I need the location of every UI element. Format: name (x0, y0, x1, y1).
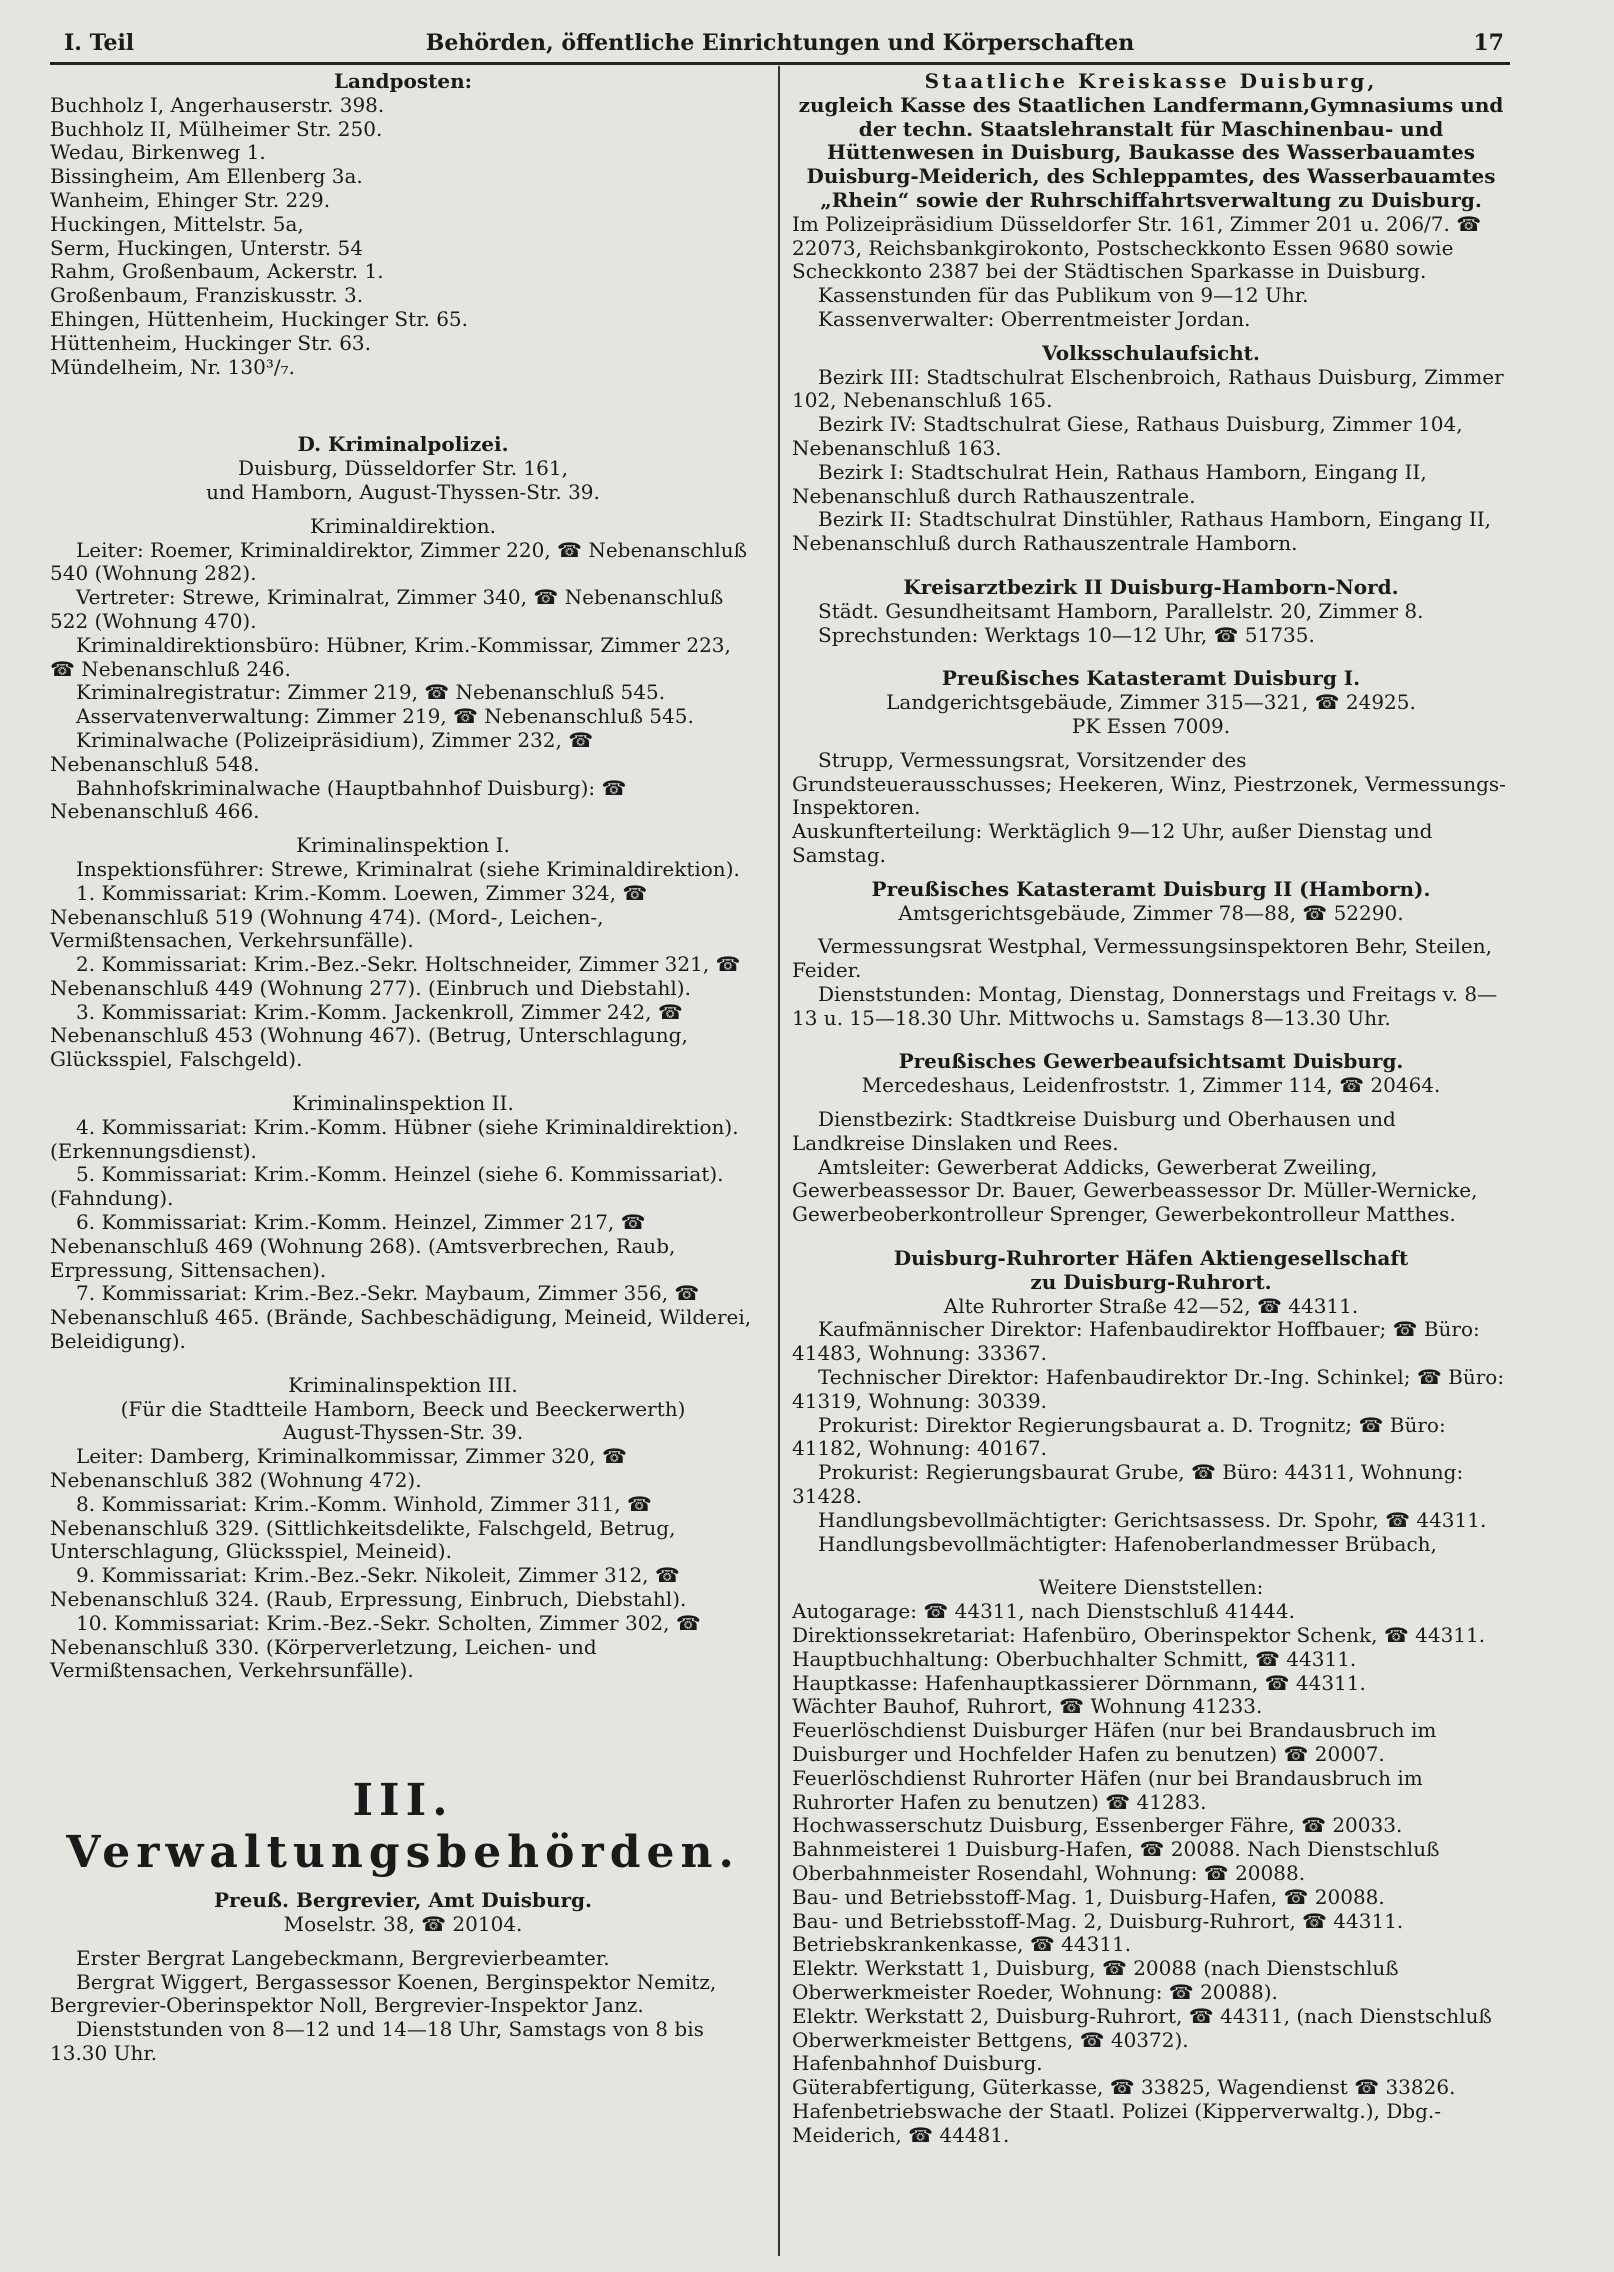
list-item: Buchholz I, Angerhauserstr. 398. (50, 92, 385, 117)
list-item: Städt. Gesundheitsamt Hamborn, Parallelstr. 20, Zimmer 8. (818, 598, 1424, 623)
inspektion3-scope: (Für die Stadtteile Hamborn, Beeck und Beeckerwerth) (120, 1396, 686, 1421)
list-item: Ehingen, Hüttenheim, Huckinger Str. 65. (50, 306, 468, 331)
list-item: Dienstbezirk: Stadtkreise Duisburg und Oberhausen und Landkreise Dinslaken und Rees. (792, 1107, 1403, 1155)
list-item: Wanheim, Ehinger Str. 229. (50, 187, 331, 212)
list-item: 4. Kommissariat: Krim.-Komm. Hübner (siehe Kriminaldirektion). (Erkennungsdienst). (50, 1114, 745, 1163)
list-item: Serm, Huckingen, Unterstr. 54 (50, 235, 363, 260)
list-item: Bau- und Betriebsstoff-Mag. 1, Duisburg-Hafen, ☎ 20088. (792, 1884, 1385, 1909)
list-item: 5. Kommissariat: Krim.-Komm. Heinzel (siehe 6. Kommissariat). (Fahndung). (50, 1162, 730, 1211)
list-item: Elektr. Werkstatt 2, Duisburg-Ruhrort, ☎ 44311, (nach Dienstschluß Oberwerkmeister Bettgens, ☎ 40372). (792, 2003, 1499, 2052)
kataster2-heading: Preußisches Katasteramt Duisburg II (Hamborn). (871, 876, 1431, 901)
bergrevier-address: Moselstr. 38, ☎ 20104. (283, 1912, 523, 1936)
list-item: Hüttenheim, Huckinger Str. 63. (50, 330, 372, 355)
list-item: Kriminaldirektionsbüro: Hübner, Krim.-Kommissar, Zimmer 223, ☎ Nebenanschluß 246. (50, 632, 738, 681)
list-item: Leiter: Damberg, Kriminalkommissar, Zimmer 320, ☎ Nebenanschluß 382 (Wohnung 472). (50, 1444, 634, 1493)
list-item: Kriminalregistratur: Zimmer 219, ☎ Nebenanschluß 545. (76, 680, 666, 705)
list-item: Bezirk IV: Stadtschulrat Giese, Rathaus Duisburg, Zimmer 104, Nebenanschluß 163. (792, 412, 1469, 460)
page-number: 17 (1473, 30, 1504, 56)
list-item: Handlungsbevollmächtigter: Hafenoberlandmesser Brübach, (818, 1531, 1437, 1556)
kripo-heading: D. Kriminalpolizei. (297, 432, 509, 457)
list-item: Asservatenverwaltung: Zimmer 219, ☎ Nebenanschluß 545. (76, 704, 694, 729)
list-item: Feuerlöschdienst Ruhrorter Häfen (nur bei Brandausbruch im Ruhrorter Hafen zu benutzen) ☎ 41283. (792, 1765, 1430, 1814)
list-item: Hauptbuchhaltung: Oberbuchhalter Schmitt, ☎ 44311. (792, 1646, 1357, 1671)
list-item: Güterabfertigung, Güterkasse, ☎ 33825, Wagendienst ☎ 33826. (792, 2075, 1456, 2100)
haefen-heading-location: zu Duisburg-Ruhrort. (1030, 1269, 1272, 1294)
list-item: Dienststunden von 8—12 und 14—18 Uhr, Samstags von 8 bis 13.30 Uhr. (50, 2017, 711, 2065)
list-item: Im Polizeipräsidium Düsseldorfer Str. 161, Zimmer 201 u. 206/7. ☎ 22073, Reichsbankgirokonto, Postscheckkonto Essen 9680 sowie Scheckkonto 2387 bei der Städtischen Sparkasse in Duisburg. (792, 211, 1488, 284)
list-item: Autogarage: ☎ 44311, nach Dienstschluß 41444. (792, 1599, 1295, 1624)
header-title: Behörden, öffentliche Einrichtungen und Körperschaften (425, 30, 1135, 56)
list-item: Wedau, Birkenweg 1. (50, 140, 266, 165)
kataster1-address: Landgerichtsgebäude, Zimmer 315—321, ☎ 24925. (886, 690, 1416, 715)
list-item: Mündelheim, Nr. 130³/₇. (50, 354, 295, 379)
list-item: Prokurist: Regierungsbaurat Grube, ☎ Büro: 44311, Wohnung: 31428. (792, 1460, 1470, 1509)
list-item: 2. Kommissariat: Krim.-Bez.-Sekr. Holtschneider, Zimmer 321, ☎ Nebenanschluß 449 (Wohnung 277). (Einbruch und Diebstahl). (50, 952, 747, 1000)
kreiskasse-heading: Staatliche Kreiskasse Duisburg, (924, 69, 1378, 93)
haefen-address: Alte Ruhrorter Straße 42—52, ☎ 44311. (943, 1293, 1359, 1318)
list-item: Hafenbahnhof Duisburg. (792, 2051, 1043, 2076)
kreiskasse-subtitle: zugleich Kasse des Staatlichen Landfermann,Gymnasiums und der techn. Staatslehranstalt für Maschinenbau- und Hüttenwesen in Duisburg, Baukasse des Wasserbauamtes Duisburg-Meiderich, des Schleppamtes, des Wasserbauamtes „Rhein“ sowie der Ruhrschiffahrtsverwaltung zu Duisburg. (798, 92, 1511, 212)
list-item: 10. Kommissariat: Krim.-Bez.-Sekr. Scholten, Zimmer 302, ☎ Nebenanschluß 330. (Körperverletzung, Leichen- und Vermißtensachen, Verkehrsunfälle). (50, 1610, 708, 1683)
list-item: Großenbaum, Franziskusstr. 3. (50, 283, 364, 308)
list-item: Wächter Bauhof, Ruhrort, ☎ Wohnung 41233. (792, 1694, 1263, 1719)
list-item: Bergrat Wiggert, Bergassessor Koenen, Berginspektor Nemitz, Bergrevier-Oberinspektor Noll, Bergrevier-Inspektor Janz. (50, 1969, 723, 2018)
list-item: 1. Kommissariat: Krim.-Komm. Loewen, Zimmer 324, ☎ Nebenanschluß 519 (Wohnung 474). (Mord-, Leichen-, Vermißtensachen, Verkehrsunfälle). (50, 880, 654, 953)
list-item: Bezirk I: Stadtschulrat Hein, Rathaus Hamborn, Eingang II, Nebenanschluß durch Rathauszentrale. (792, 459, 1434, 508)
list-item: Buchholz II, Mülheimer Str. 250. (50, 116, 383, 141)
list-item: Feuerlöschdienst Duisburger Häfen (nur bei Brandausbruch im Duisburger und Hochfelder Hafen zu benutzen) ☎ 20007. (792, 1718, 1443, 1766)
kreisarzt-heading: Kreisarztbezirk II Duisburg-Hamborn-Nord. (903, 574, 1399, 599)
gewerbe-heading: Preußisches Gewerbeaufsichtsamt Duisburg. (898, 1049, 1404, 1074)
inspektion3-address: August-Thyssen-Str. 39. (282, 1420, 524, 1445)
bergrevier-heading: Preuß. Bergrevier, Amt Duisburg. (214, 1888, 592, 1913)
inspektion3-heading: Kriminalinspektion III. (288, 1372, 518, 1397)
list-item: Leiter: Roemer, Kriminaldirektor, Zimmer 220, ☎ Nebenanschluß 540 (Wohnung 282). (50, 537, 754, 586)
left-column (50, 70, 756, 2066)
list-item: Technischer Direktor: Hafenbaudirektor Dr.-Ing. Schinkel; ☎ Büro: 41319, Wohnung: 30339. (792, 1365, 1511, 1413)
list-item: Kassenverwalter: Oberrentmeister Jordan. (818, 306, 1251, 331)
list-item: Rahm, Großenbaum, Ackerstr. 1. (50, 259, 384, 284)
list-item: Dienststunden: Montag, Dienstag, Donnerstags und Freitags v. 8—13 u. 15—18.30 Uhr. Mittwochs u. Samstags 8—13.30 Uhr. (792, 981, 1498, 1030)
list-item: Vermessungsrat Westphal, Vermessungsinspektoren Behr, Steilen, Feider. (792, 934, 1499, 983)
inspektion1-heading: Kriminalinspektion I. (296, 833, 510, 858)
direktion-heading: Kriminaldirektion. (310, 513, 496, 538)
list-item: Bau- und Betriebsstoff-Mag. 2, Duisburg-Ruhrort, ☎ 44311. (792, 1908, 1404, 1933)
list-item: 9. Kommissariat: Krim.-Bez.-Sekr. Nikoleit, Zimmer 312, ☎ Nebenanschluß 324. (Raub, Erpressung, Einbruch, Diebstahl). (50, 1563, 687, 1612)
kataster2-address: Amtsgerichtsgebäude, Zimmer 78—88, ☎ 52290. (898, 900, 1404, 925)
list-item: Strupp, Vermessungsrat, Vorsitzender des Grundsteuerausschusses; Heekeren, Winz, Piestrzonek, Vermessungs-Inspektoren. (792, 747, 1506, 820)
list-item: Prokurist: Direktor Regierungsbaurat a. D. Trognitz; ☎ Büro: 41182, Wohnung: 40167. (792, 1412, 1453, 1461)
list-item: Sprechstunden: Werktags 10—12 Uhr, ☎ 51735. (818, 622, 1315, 647)
list-item: Kriminalwache (Polizeipräsidium), Zimmer 232, ☎ Nebenanschluß 548. (50, 727, 600, 776)
list-item: Kassenstunden für das Publikum von 9—12 Uhr. (818, 283, 1309, 308)
list-item: Amtsleiter: Gewerberat Addicks, Gewerberat Zweiling, Gewerbeassessor Dr. Bauer, Gewerbeassessor Dr. Müller-Wernicke, Gewerbeoberkontrolleur Sprenger, Gewerbekontrolleur Matthes. (792, 1154, 1484, 1227)
column-divider (778, 66, 780, 2256)
inspektion2-heading: Kriminalinspektion II. (292, 1091, 514, 1116)
list-item: Bahnmeisterei 1 Duisburg-Hafen, ☎ 20088. Nach Dienstschluß Oberbahnmeister Rosendahl, Wohnung: ☎ 20088. (792, 1837, 1446, 1885)
kataster1-postcheck: PK Essen 7009. (1071, 713, 1231, 738)
landposten-heading: Landposten: (333, 69, 473, 93)
list-item: Inspektionsführer: Strewe, Kriminalrat (siehe Kriminaldirektion). (76, 856, 740, 881)
list-item: 3. Kommissariat: Krim.-Komm. Jackenkroll, Zimmer 242, ☎ Nebenanschluß 453 (Wohnung 467). (Betrug, Unterschlagung, Glücksspiel, Falschgeld). (50, 999, 695, 1072)
list-item: Hauptkasse: Hafenhauptkassierer Dörnmann, ☎ 44311. (792, 1670, 1366, 1695)
weitere-heading: Weitere Dienststellen: (1038, 1575, 1264, 1600)
header-part-label: I. Teil (64, 30, 135, 56)
landposten-list (50, 94, 756, 380)
list-item: Bahnhofskriminalwache (Hauptbahnhof Duisburg): ☎ Nebenanschluß 466. (50, 775, 633, 824)
right-column (792, 70, 1510, 2148)
list-item: Vertreter: Strewe, Kriminalrat, Zimmer 340, ☎ Nebenanschluß 522 (Wohnung 470). (50, 585, 730, 633)
list-item: Huckingen, Mittelstr. 5a, (50, 211, 304, 236)
gewerbe-address: Mercedeshaus, Leidenfroststr. 1, Zimmer 114, ☎ 20464. (861, 1073, 1441, 1098)
haefen-heading: Duisburg-Ruhrorter Häfen Aktiengesellschaft (893, 1246, 1409, 1271)
list-item: Hochwasserschutz Duisburg, Essenberger Fähre, ☎ 20033. (792, 1813, 1403, 1838)
list-item: Auskunfterteilung: Werktäglich 9—12 Uhr, außer Dienstag und Samstag. (792, 819, 1439, 867)
list-item: Bissingheim, Am Ellenberg 3a. (50, 164, 363, 189)
kataster1-heading: Preußisches Katasteramt Duisburg I. (941, 666, 1361, 691)
volksschul-heading: Volksschulaufsicht. (1042, 340, 1260, 365)
list-item: Erster Bergrat Langebeckmann, Bergrevierbeamter. (76, 1945, 610, 1970)
list-item: 6. Kommissariat: Krim.-Komm. Heinzel, Zimmer 217, ☎ Nebenanschluß 469 (Wohnung 268). (Amtsverbrechen, Raub, Erpressung, Sittensachen). (50, 1210, 682, 1282)
list-item: Elektr. Werkstatt 1, Duisburg, ☎ 20088 (nach Dienstschluß Oberwerkmeister Roeder, Wohnung: ☎ 20088). (792, 1956, 1406, 2004)
kripo-address: Duisburg, Düsseldorfer Str. 161, (238, 456, 568, 481)
list-item: Bezirk III: Stadtschulrat Elschenbroich, Rathaus Duisburg, Zimmer 102, Nebenanschluß 165. (792, 364, 1511, 413)
list-item: 8. Kommissariat: Krim.-Komm. Winhold, Zimmer 311, ☎ Nebenanschluß 329. (Sittlichkeitsdelikte, Falschgeld, Betrug, Unterschlagung, Glücksspiel, Meineid). (50, 1491, 682, 1564)
list-item: Hafenbetriebswache der Staatl. Polizei (Kipperverwaltg.), Dbg.-Meiderich, ☎ 44481. (792, 2098, 1441, 2147)
list-item: Betriebskrankenkasse, ☎ 44311. (792, 1932, 1132, 1957)
list-item: Direktionssekretariat: Hafenbüro, Oberinspektor Schenk, ☎ 44311. (792, 1623, 1486, 1648)
section-heading: III. Verwaltungsbehörden. (66, 1775, 740, 1879)
kripo-address: und Hamborn, August-Thyssen-Str. 39. (206, 479, 600, 504)
running-header (50, 28, 1510, 65)
list-item: Bezirk II: Stadtschulrat Dinstühler, Rathaus Hamborn, Eingang II, Nebenanschluß durch Rathauszentrale Hamborn. (792, 507, 1498, 556)
list-item: 7. Kommissariat: Krim.-Bez.-Sekr. Maybaum, Zimmer 356, ☎ Nebenanschluß 465. (Brände, Sachbeschädigung, Meineid, Wilderei, Beleidigung). (50, 1281, 758, 1354)
list-item: Kaufmännischer Direktor: Hafenbaudirektor Hoffbauer; ☎ Büro: 41483, Wohnung: 33367. (792, 1317, 1487, 1366)
list-item: Handlungsbevollmächtigter: Gerichtsassess. Dr. Spohr, ☎ 44311. (818, 1507, 1487, 1532)
